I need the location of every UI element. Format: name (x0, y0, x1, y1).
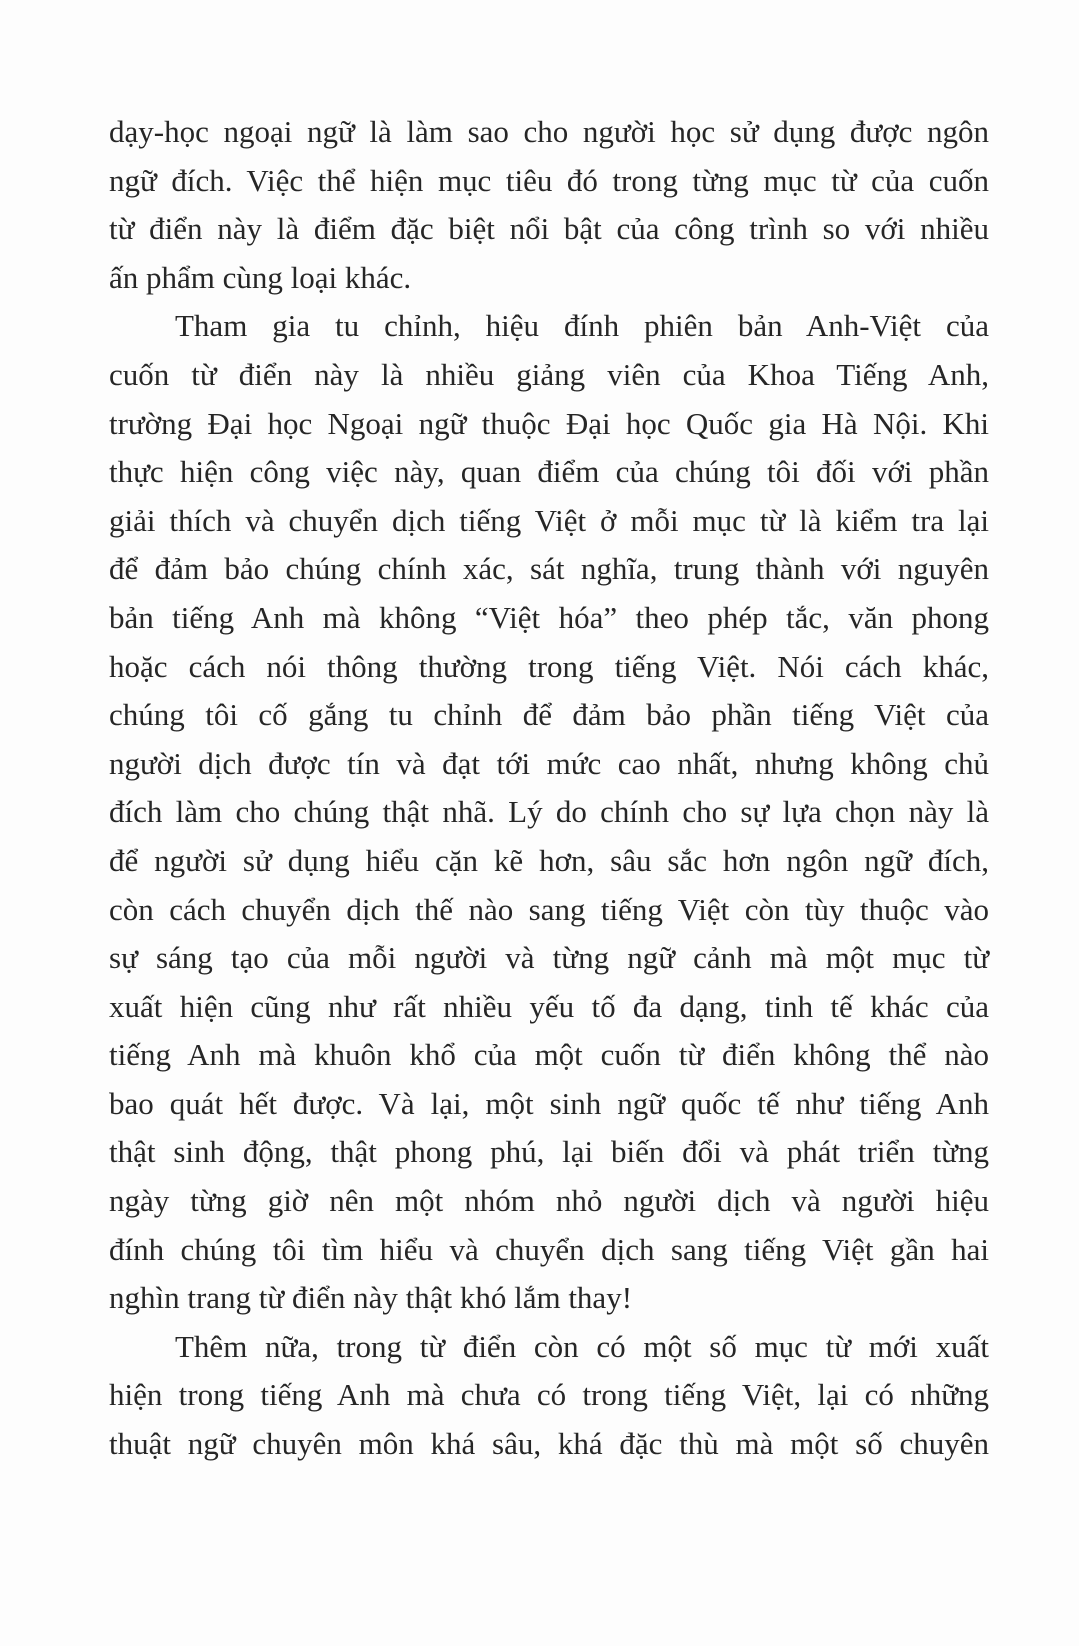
text-line: giải thích và chuyển dịch tiếng Việt ở mỗi mục từ là kiểm tra lại (109, 502, 989, 538)
text-line: hiện trong tiếng Anh mà chưa có trong tiếng Việt, lại có những (109, 1377, 989, 1413)
text-line: thực hiện công việc này, quan điểm của chúng tôi đối với phần (109, 454, 989, 490)
body-text (109, 108, 989, 1469)
text-line: người dịch được tín và đạt tới mức cao nhất, nhưng không chủ (109, 745, 989, 781)
text-line: đính chúng tôi tìm hiểu và chuyển dịch sang tiếng Việt gần hai (109, 1231, 989, 1267)
text-line: hoặc cách nói thông thường trong tiếng Việt. Nói cách khác, (109, 648, 989, 684)
paragraph-1 (109, 108, 989, 302)
text-line: Tham gia tu chỉnh, hiệu đính phiên bản Anh-Việt của (175, 308, 989, 344)
text-line: để đảm bảo chúng chính xác, sát nghĩa, trung thành với nguyên (109, 551, 989, 587)
text-line: thật sinh động, thật phong phú, lại biến đổi và phát triển từng (109, 1134, 989, 1170)
text-line: bao quát hết được. Và lại, một sinh ngữ quốc tế như tiếng Anh (109, 1085, 989, 1121)
text-line: thuật ngữ chuyên môn khá sâu, khá đặc thù mà một số chuyên (109, 1426, 989, 1462)
text-line: ngày từng giờ nên một nhóm nhỏ người dịch và người hiệu (109, 1183, 989, 1219)
text-line: cuốn từ điển này là nhiều giảng viên của Khoa Tiếng Anh, (109, 356, 989, 392)
text-line: chúng tôi cố gắng tu chỉnh để đảm bảo phần tiếng Việt của (109, 697, 989, 733)
text-line: đích làm cho chúng thật nhã. Lý do chính cho sự lựa chọn này là (109, 794, 989, 830)
text-line: Thêm nữa, trong từ điển còn có một số mục từ mới xuất (175, 1328, 989, 1364)
text-line: nghìn trang từ điển này thật khó lắm thay! (109, 1280, 633, 1316)
text-line: bản tiếng Anh mà không “Việt hóa” theo phép tắc, văn phong (109, 599, 989, 635)
text-line: trường Đại học Ngoại ngữ thuộc Đại học Quốc gia Hà Nội. Khi (109, 405, 989, 441)
text-line: ấn phẩm cùng loại khác. (109, 259, 412, 295)
text-line: ngữ đích. Việc thể hiện mục tiêu đó trong từng mục từ của cuốn (109, 162, 989, 198)
text-line: tiếng Anh mà khuôn khổ của một cuốn từ điển không thể nào (109, 1037, 989, 1073)
text-line: để người sử dụng hiểu cặn kẽ hơn, sâu sắc hơn ngôn ngữ đích, (109, 842, 989, 878)
text-line: sự sáng tạo của mỗi người và từng ngữ cảnh mà một mục từ (109, 940, 989, 976)
text-line: xuất hiện cũng như rất nhiều yếu tố đa dạng, tinh tế khác của (109, 988, 989, 1024)
paragraph-3 (109, 1323, 989, 1469)
text-line: dạy-học ngoại ngữ là làm sao cho người học sử dụng được ngôn (109, 114, 989, 149)
text-line: từ điển này là điểm đặc biệt nổi bật của công trình so với nhiều (109, 211, 989, 247)
paragraph-2 (109, 302, 989, 1322)
text-line: còn cách chuyển dịch thế nào sang tiếng Việt còn tùy thuộc vào (109, 891, 989, 927)
